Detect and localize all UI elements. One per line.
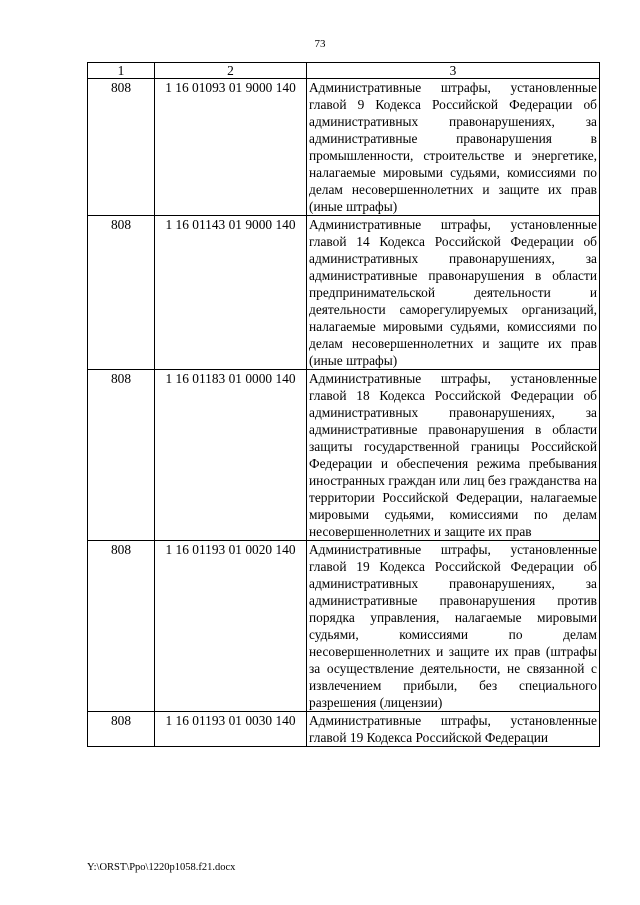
table-row [88, 216, 600, 370]
page-number: 73 [314, 38, 326, 50]
admin-code-cell: 808 [88, 79, 155, 216]
column-header-3: 3 [307, 63, 600, 79]
column-header-1: 1 [88, 63, 155, 79]
kbk-code-cell: 1 16 01143 01 9000 140 [155, 216, 307, 370]
description-cell: Административные штрафы, установленные главой 9 Кодекса Российской Федерации об административных правонарушениях, за административные правонарушения в промышленности, строительстве и энергетике, налагаемые мировыми судьями, комиссиями по делам несовершеннолетних и защите их прав (иные штрафы) [307, 79, 600, 216]
kbk-code-cell: 1 16 01193 01 0030 140 [155, 712, 307, 747]
admin-code-cell: 808 [88, 370, 155, 541]
kbk-code-cell: 1 16 01093 01 9000 140 [155, 79, 307, 216]
header-row [88, 63, 600, 79]
admin-code-cell: 808 [88, 712, 155, 747]
table-row [88, 79, 600, 216]
kbk-code-cell: 1 16 01193 01 0020 140 [155, 541, 307, 712]
file-path-footer: Y:\ORST\Ppo\1220p1058.f21.docx [87, 862, 236, 873]
kbk-code-cell: 1 16 01183 01 0000 140 [155, 370, 307, 541]
admin-code-cell: 808 [88, 541, 155, 712]
budget-codes-table [87, 62, 600, 747]
table-row [88, 370, 600, 541]
table-body [88, 79, 600, 747]
description-cell: Административные штрафы, установленные главой 14 Кодекса Российской Федерации об административных правонарушениях, за административные правонарушения в области предпринимательской деятельности и деятельности саморегулируемых организаций, налагаемые мировыми судьями, комиссиями по делам несовершеннолетних и защите их прав (иные штрафы) [307, 216, 600, 370]
admin-code-cell: 808 [88, 216, 155, 370]
table-header [88, 63, 600, 79]
table-row [88, 541, 600, 712]
description-cell: Административные штрафы, установленные главой 19 Кодекса Российской Федерации об административных правонарушениях, за административные правонарушения против порядка управления, налагаемые мировыми судьями, комиссиями по делам несовершеннолетних и защите их прав (штрафы за осуществление деятельности, не связанной с извлечением прибыли, без специального разрешения (лицензии) [307, 541, 600, 712]
column-header-2: 2 [155, 63, 307, 79]
description-cell: Административные штрафы, установленные главой 18 Кодекса Российской Федерации об административных правонарушениях, за административные правонарушения в области защиты государственной границы Российской Федерации и обеспечения режима пребывания иностранных граждан или лиц без гражданства на территории Российской Федерации, налагаемые мировыми судьями, комиссиями по делам несовершеннолетних и защите их прав [307, 370, 600, 541]
table-row [88, 712, 600, 747]
description-cell: Административные штрафы, установленные главой 19 Кодекса Российской Федерации [307, 712, 600, 747]
